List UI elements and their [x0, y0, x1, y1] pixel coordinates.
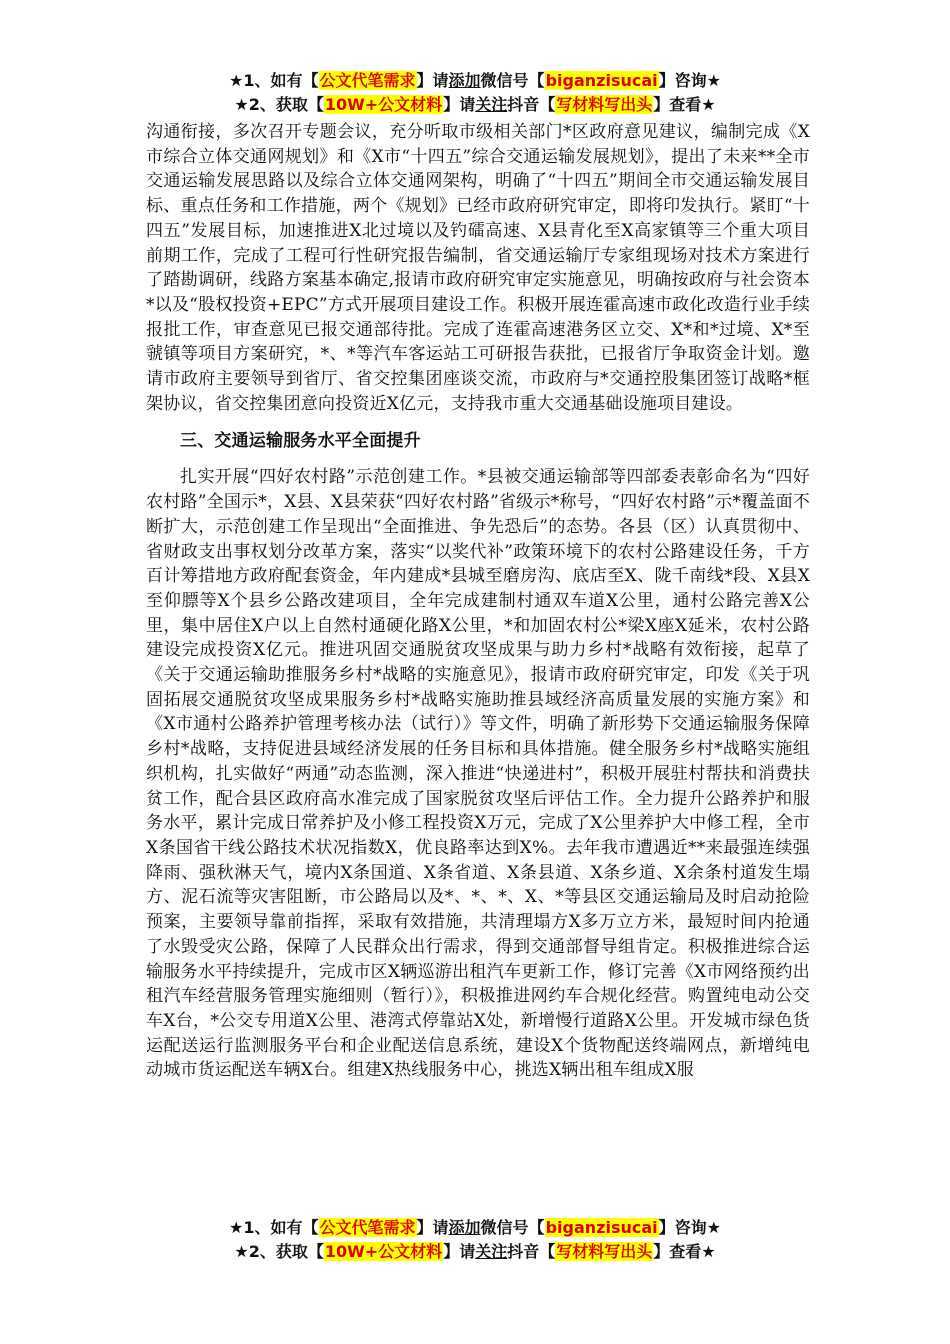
banner-suffix: 】查看★ [653, 95, 716, 114]
banner-text: 微信号【 [480, 1218, 545, 1237]
banner-text: 】请 [443, 95, 476, 114]
banner-emphasis: 关注 [475, 1242, 508, 1261]
body-paragraph: 扎实开展“四好农村路”示范创建工作。*县被交通运输部等四部委表彰命名为“四好农村路”全国示*，X县、X县荣获“四好农村路”省级示*称号，“四好农村路”示*覆盖面不断扩大，示范创建工作呈现出“全面推进、争先恐后”的态势。各县（区）认真贯彻中、省财政支出事权划分改革方案，落实“以奖代补”政策环境下的农村公路建设任务，千方百计筹措地方政府配套资金，年内建成*县城至磨房沟、底店至X、陇千南线*段、X县X至仰膘等X个县乡公路改建项目，全年完成建制村通双车道X公里，通村公路完善X公里，集中居住X户以上自然村通硬化路X公里，*和加固农村公*梁X座X延米，农村公路建设完成投资X亿元。推进巩固交通脱贫攻坚成果与助力乡村*战略有效衔接，起草了《关于交通运输助推服务乡村*战略的实施意见》，报请市政府研究审定，印发《关于巩固拓展交通脱贫攻坚成果服务乡村*战略实施助推县域经济高质量发展的实施方案》和《X市通村公路养护管理考核办法（试行）》等文件，明确了新形势下交通运输服务保障乡村*战略，支持促进县域经济发展的任务目标和具体措施。健全服务乡村*战略实施组织机构，扎实做好“两通”动态监测，深入推进“快递进村”，积极开展驻村帮扶和消费扶贫工作，配合县区政府高水准完成了国家脱贫攻坚后评估工作。全力提升公路养护和服务水平，累计完成日常养护及小修工程投资X万元，完成了X公里养护大中修工程，全市X条国省干线公路技术状况指数X，优良路率达到X%。去年我市遭遇近**来最强连续强降雨、强秋淋天气，境内X条国道、X条省道、X条县道、X条乡道、X余条村道发生塌方、泥石流等灾害阻断，市公路局以及*、*、*、X、*等县区交通运输局及时启动抢险预案，主要领导靠前指挥，采取有效措施，共清理塌方X多万立方米，最短时间内抢通了水毁受灾公路，保障了人民群众出行需求，得到交通部督导组肯定。积极推进综合运输服务水平持续提升，完成市区X辆巡游出租汽车更新工作，修订完善《X市网络预约出租汽车经营服务管理实施细则（暂行）》，积极推进网约车合规化经营。购置纯电动公交车X台，*公交专用道X公里、港湾式停靠站X处，新增慢行道路X公里。开发城市绿色货运配送运行监测服务平台和企业配送信息系统，建设X个货物配送终端网点，新增纯电动城市货运配送车辆X台。组建X热线服务中心，挑选X辆出租车组成X服 [146, 467, 810, 1081]
banner-emphasis: 添加 [448, 1218, 481, 1237]
banner-highlight: 公文代笔需求 [319, 71, 416, 90]
banner-prefix: ★1、如有【 [229, 71, 319, 90]
banner-wechat-id: biganzisucai [545, 1218, 658, 1237]
banner-highlight: 公文代笔需求 [319, 1218, 416, 1237]
banner-wechat-id: biganzisucai [545, 71, 658, 90]
banner-suffix: 】咨询★ [658, 71, 721, 90]
banner-text: 】请 [416, 71, 449, 90]
header-banner-line-1 [0, 69, 950, 93]
banner-text: 抖音【 [507, 1242, 556, 1261]
footer-banner-line-2 [0, 1240, 950, 1264]
document-body [146, 120, 810, 1083]
banner-prefix: ★2、获取【 [234, 95, 324, 114]
banner-prefix: ★1、如有【 [229, 1218, 319, 1237]
footer-banner-line-1 [0, 1216, 950, 1240]
banner-suffix: 】咨询★ [658, 1218, 721, 1237]
banner-text: 】请 [443, 1242, 476, 1261]
banner-highlight: 10W+公文材料 [324, 1242, 443, 1261]
banner-emphasis: 添加 [448, 71, 481, 90]
banner-text: 抖音【 [507, 95, 556, 114]
banner-emphasis: 关注 [475, 95, 508, 114]
body-paragraph: 沟通衔接，多次召开专题会议，充分听取市级相关部门*区政府意见建议，编制完成《X市综合立体交通网规划》和《X市“十四五”综合交通运输发展规划》，提出了未来**全市交通运输发展思路以及综合立体交通网架构，明确了“十四五”期间全市交通运输发展目标、重点任务和工作措施，两个《规划》已经市政府研究审定，即将印发执行。紧盯“十四五”发展目标，加速推进X北过境以及钓礌高速、X县青化至X高家镇等三个重大项目前期工作，完成了工程可行性研究报告编制，省交通运输厅专家组现场对技术方案进行了踏勘调研，线路方案基本确定,报请市政府研究审定实施意见，明确按政府与社会资本*以及“股权投资+EPC”方式开展项目建设工作。积极开展连霍高速市政化改造行业手续报批工作，审查意见已报交通部待批。完成了连霍高速港务区立交、X*和*过境、X*至虢镇等项目方案研究，*、*等汽车客运站工可研报告获批，已报省厅争取资金计划。邀请市政府主要领导到省厅、省交控集团座谈交流，市政府与*交通控股集团签订战略*框架协议，省交控集团意向投资近X亿元，支持我市重大交通基础设施项目建设。 [146, 122, 810, 414]
banner-douyin-id: 写材料写出头 [556, 95, 653, 114]
banner-highlight: 10W+公文材料 [324, 95, 443, 114]
section-heading: 三、交通运输服务水平全面提升 [180, 431, 421, 452]
banner-suffix: 】查看★ [653, 1242, 716, 1261]
banner-douyin-id: 写材料写出头 [556, 1242, 653, 1261]
header-banner-line-2 [0, 93, 950, 117]
banner-prefix: ★2、获取【 [234, 1242, 324, 1261]
banner-text: 微信号【 [480, 71, 545, 90]
banner-text: 】请 [416, 1218, 449, 1237]
